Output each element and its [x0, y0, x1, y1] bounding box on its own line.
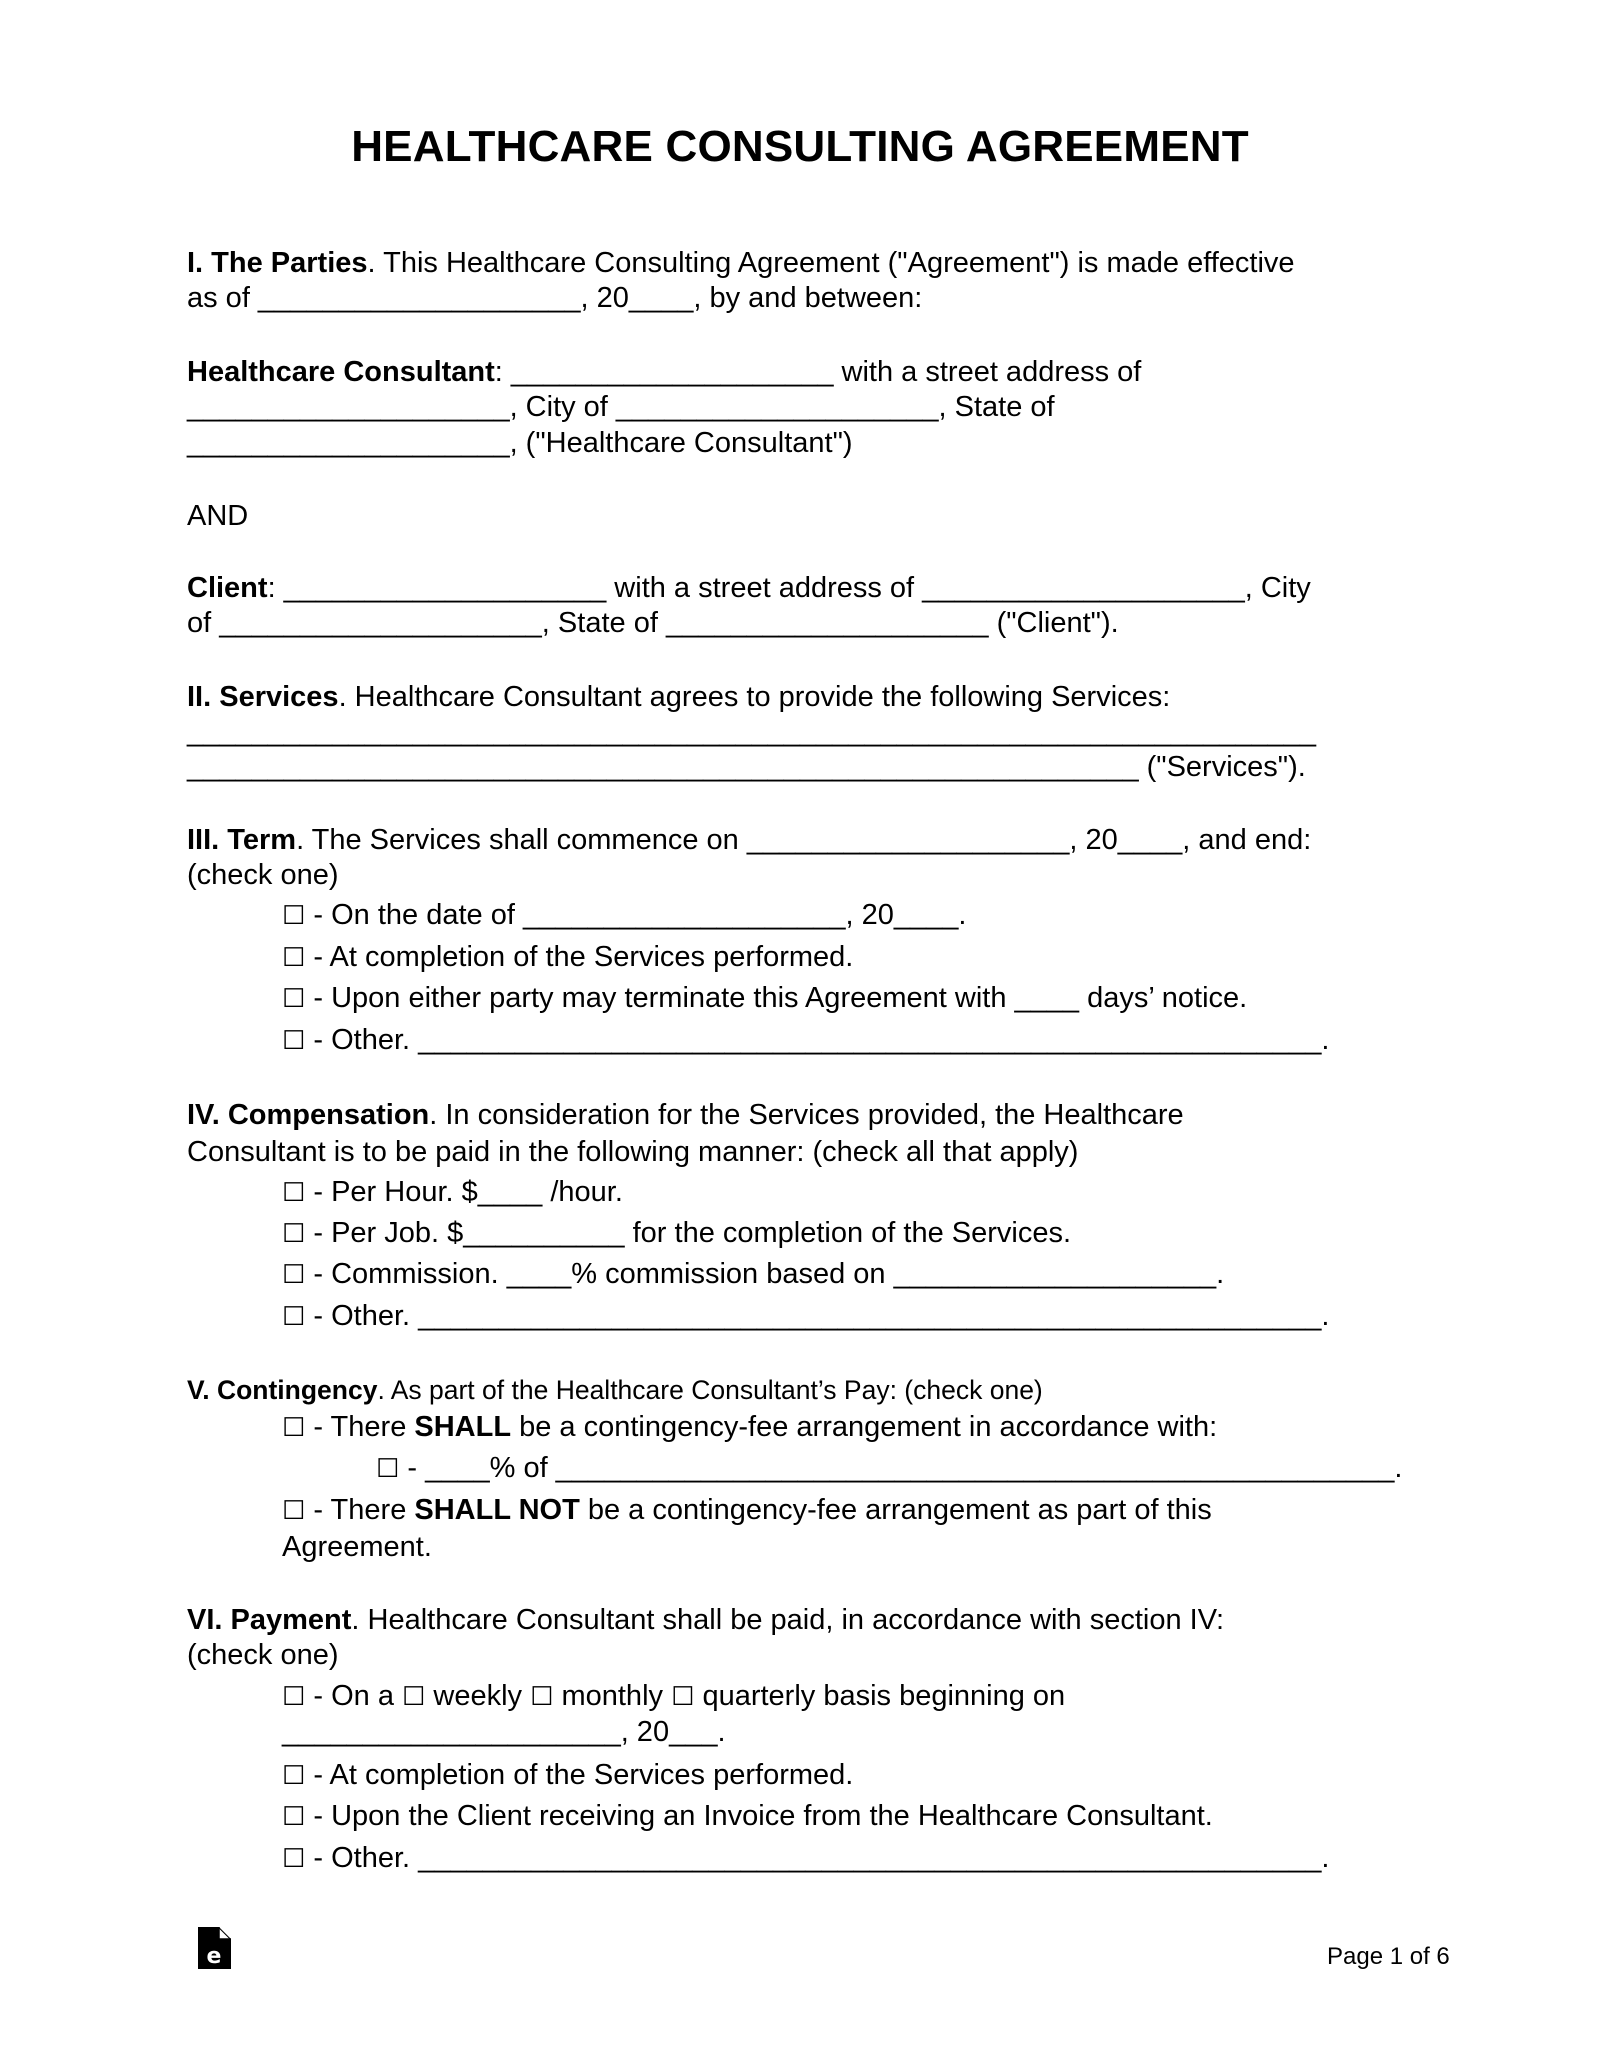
term-option-label: - At completion of the Services performed.: [305, 941, 854, 973]
option-text: be a contingency-fee arrangement in accordance with:: [511, 1411, 1218, 1443]
client-line-1: [187, 570, 1311, 606]
contingency-nested-percent: [376, 1450, 1402, 1487]
compensation-option-label: - Per Hour. $____ /hour.: [305, 1176, 623, 1208]
monthly-label: monthly: [553, 1680, 672, 1712]
consultant-address-line[interactable]: ____________________, City of ____________________, State of: [187, 391, 1055, 423]
compensation-line-1: [187, 1097, 1184, 1133]
monthly-checkbox-icon[interactable]: ☐: [530, 1682, 554, 1712]
payment-intro-text: . Healthcare Consultant shall be paid, in accordance with section IV:: [351, 1604, 1225, 1636]
payment-option-other: [282, 1840, 1329, 1877]
quarterly-label: quarterly basis beginning on: [694, 1680, 1066, 1712]
payment-basis-date-field[interactable]: _____________________, 20___.: [282, 1716, 726, 1748]
compensation-option-commission: [282, 1256, 1224, 1293]
contingency-line-1: [187, 1372, 1043, 1408]
and-separator: AND: [187, 500, 249, 532]
payment-option-label: - At completion of the Services performed.: [305, 1759, 854, 1791]
payment-option-label: - Upon the Client receiving an Invoice from the Healthcare Consultant.: [305, 1800, 1213, 1832]
contingency-option-shall-not: [282, 1492, 1212, 1529]
payment-line-1: [187, 1602, 1224, 1638]
term-option-notice: [282, 980, 1247, 1017]
parties-heading: I. The Parties: [187, 247, 368, 279]
checkbox-icon[interactable]: ☐: [282, 984, 306, 1014]
client-line-2[interactable]: of ____________________, State of ____________________ ("Client").: [187, 607, 1119, 639]
client-label: Client: [187, 572, 268, 604]
checkbox-icon[interactable]: ☐: [282, 943, 306, 973]
services-line-1: [187, 679, 1170, 715]
term-option-label: - Other. ________________________________________________________.: [305, 1024, 1330, 1056]
term-line-1: [187, 822, 1311, 858]
services-heading: II. Services: [187, 681, 339, 713]
checkbox-icon[interactable]: ☐: [282, 1413, 306, 1443]
checkbox-icon[interactable]: ☐: [376, 1454, 400, 1484]
eforms-document-logo-icon: [198, 1927, 231, 1969]
consultant-state-line[interactable]: ____________________, ("Healthcare Consultant"): [187, 427, 853, 459]
svg-text:e: e: [206, 1944, 222, 1969]
term-option-other: [282, 1022, 1329, 1059]
contingency-option-shall-not-cont: Agreement.: [282, 1531, 432, 1563]
option-text: - There: [305, 1494, 415, 1526]
payment-instruction: (check one): [187, 1639, 339, 1671]
checkbox-icon[interactable]: ☐: [282, 1682, 306, 1712]
checkbox-icon[interactable]: ☐: [282, 901, 306, 931]
weekly-checkbox-icon[interactable]: ☐: [402, 1682, 426, 1712]
checkbox-icon[interactable]: ☐: [282, 1260, 306, 1290]
services-blank-line-1[interactable]: ______________________________________________________________________: [187, 716, 1316, 748]
checkbox-icon[interactable]: ☐: [282, 1761, 306, 1791]
compensation-heading: IV. Compensation: [187, 1099, 430, 1131]
consultant-label: Healthcare Consultant: [187, 356, 495, 388]
payment-option-label: - Other. ________________________________________________________.: [305, 1842, 1330, 1874]
parties-line-2: as of ____________________, 20____, by and between:: [187, 282, 923, 314]
compensation-line-2: Consultant is to be paid in the following manner: (check all that apply): [187, 1136, 1079, 1168]
payment-heading: VI. Payment: [187, 1604, 352, 1636]
services-intro-text: . Healthcare Consultant agrees to provide the following Services:: [338, 681, 1171, 713]
checkbox-icon[interactable]: ☐: [282, 1844, 306, 1874]
shall-emphasis: SHALL: [414, 1411, 512, 1443]
contingency-intro-text: . As part of the Healthcare Consultant’s Pay: (check one): [377, 1375, 1043, 1405]
compensation-option-per-job: [282, 1215, 1071, 1252]
option-text: - On a: [305, 1680, 403, 1712]
term-option-label: - Upon either party may terminate this Agreement with ____ days’ notice.: [305, 982, 1248, 1014]
term-heading: III. Term: [187, 824, 297, 856]
term-start-field[interactable]: . The Services shall commence on ____________________, 20____, and end:: [296, 824, 1312, 856]
shall-not-emphasis: SHALL NOT: [414, 1494, 580, 1526]
client-name-address-field[interactable]: : ____________________ with a street address of ____________________, City: [267, 572, 1311, 604]
page-number: Page 1 of 6: [1327, 1943, 1450, 1970]
option-text: - There: [305, 1411, 415, 1443]
parties-intro-text: . This Healthcare Consulting Agreement ("Agreement") is made effective: [367, 247, 1295, 279]
term-instruction: (check one): [187, 859, 339, 891]
compensation-option-other: [282, 1298, 1329, 1335]
checkbox-icon[interactable]: ☐: [282, 1026, 306, 1056]
document-title: HEALTHCARE CONSULTING AGREEMENT: [351, 122, 1249, 171]
contingency-heading: V. Contingency: [187, 1375, 378, 1405]
checkbox-icon[interactable]: ☐: [282, 1178, 306, 1208]
weekly-label: weekly: [425, 1680, 531, 1712]
checkbox-icon[interactable]: ☐: [282, 1802, 306, 1832]
checkbox-icon[interactable]: ☐: [282, 1219, 306, 1249]
term-option-completion: [282, 939, 853, 976]
services-blank-line-2[interactable]: ___________________________________________________________ ("Services").: [187, 751, 1306, 783]
parties-line-1: [187, 245, 1295, 281]
nested-option-label: - ____% of ____________________________________________________.: [399, 1452, 1403, 1484]
compensation-option-label: - Commission. ____% commission based on ____________________.: [305, 1258, 1225, 1290]
checkbox-icon[interactable]: ☐: [282, 1496, 306, 1526]
consultant-name-field[interactable]: : ____________________ with a street address of: [494, 356, 1142, 388]
compensation-option-label: - Per Job. $__________ for the completion of the Services.: [305, 1217, 1072, 1249]
quarterly-checkbox-icon[interactable]: ☐: [671, 1682, 695, 1712]
compensation-intro-text: . In consideration for the Services provided, the Healthcare: [429, 1099, 1184, 1131]
compensation-option-label: - Other. ________________________________________________________.: [305, 1300, 1330, 1332]
contingency-option-shall: [282, 1409, 1217, 1446]
payment-option-invoice: [282, 1798, 1213, 1835]
option-text: be a contingency-fee arrangement as part of this: [579, 1494, 1212, 1526]
payment-option-basis: [282, 1678, 1065, 1715]
term-option-end-date: [282, 897, 966, 934]
checkbox-icon[interactable]: ☐: [282, 1302, 306, 1332]
payment-option-completion: [282, 1757, 853, 1794]
term-option-label: - On the date of ____________________, 20____.: [305, 899, 967, 931]
compensation-option-per-hour: [282, 1174, 623, 1211]
consultant-line-1: [187, 354, 1141, 390]
